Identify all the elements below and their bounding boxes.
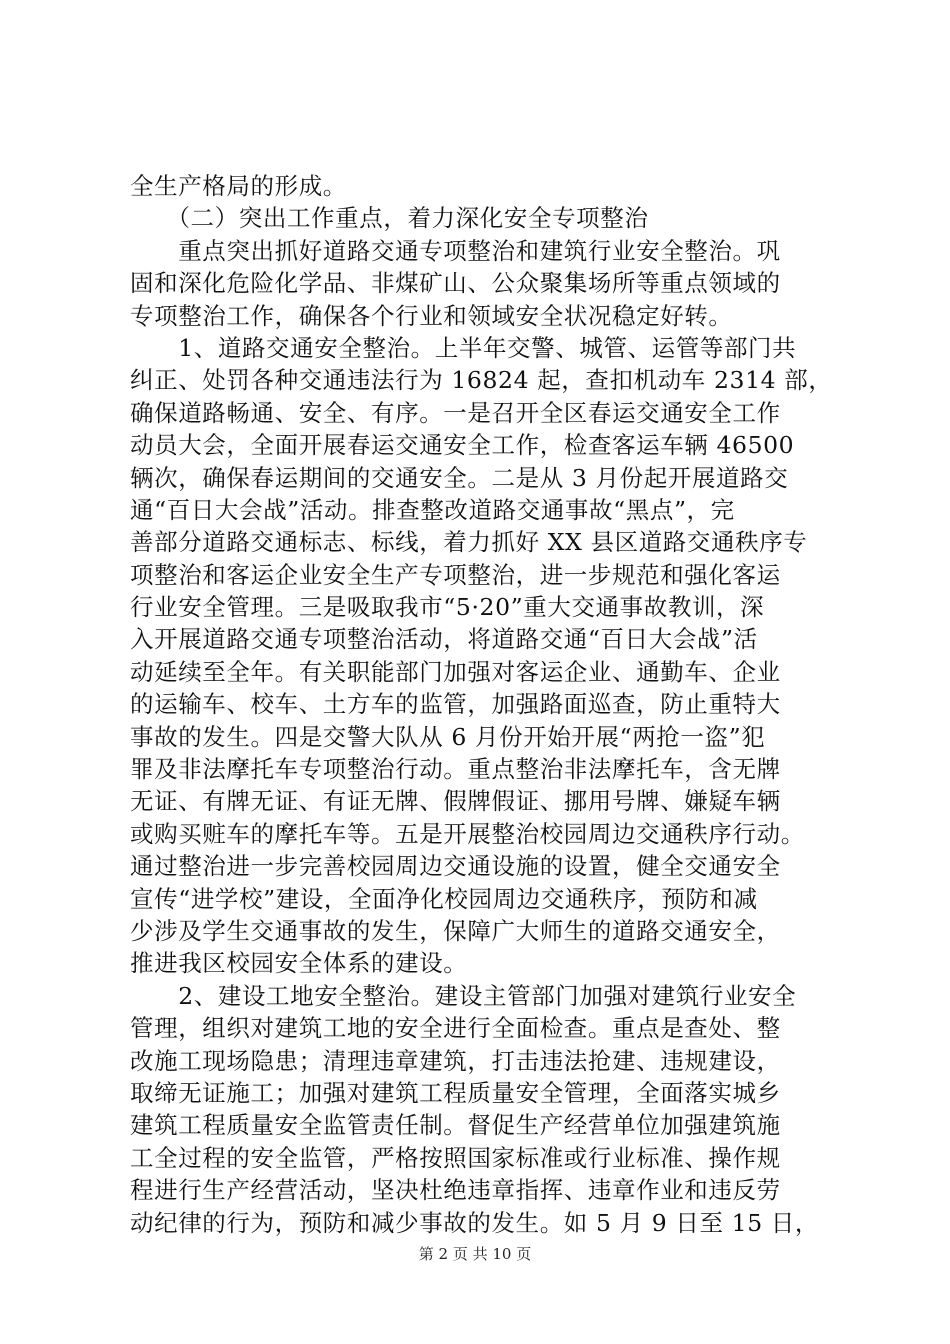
text-line: 通“百日大会战”活动。排查整改道路交通事故“黑点”，完 bbox=[130, 495, 735, 524]
text-line: 取缔无证施工；加强对建筑工程质量安全管理，全面落实城乡 bbox=[130, 1078, 781, 1107]
text-line: 专项整治工作，确保各个行业和领域安全状况稳定好转。 bbox=[130, 301, 733, 330]
text-line: 行业安全管理。三是吸取我市“5·20”重大交通事故教训，深 bbox=[130, 593, 765, 622]
text-line: 纠正、处罚各种交通违法行为 16824 起，查扣机动车 2314 部， bbox=[130, 366, 833, 395]
text-line: 动员大会，全面开展春运交通安全工作，检查客运车辆 46500 bbox=[130, 431, 795, 460]
text-line: 建筑工程质量安全监管责任制。督促生产经营单位加强建筑施 bbox=[130, 1111, 781, 1140]
text-line: 的运输车、校车、土方车的监管，加强路面巡查，防止重特大 bbox=[130, 690, 781, 719]
text-line: 全生产格局的形成。 bbox=[130, 172, 347, 200]
text-line: 固和深化危险化学品、非煤矿山、公众聚集场所等重点领域的 bbox=[130, 269, 781, 298]
text-line: 动纪律的行为，预防和减少事故的发生。如 5 月 9 日至 15 日， bbox=[130, 1208, 820, 1237]
text-line: 管理，组织对建筑工地的安全进行全面检查。重点是查处、整 bbox=[130, 1014, 781, 1043]
text-line: 确保道路畅通、安全、有序。一是召开全区春运交通安全工作 bbox=[130, 398, 781, 427]
text-line: 罪及非法摩托车专项整治行动。重点整治非法摩托车，含无牌 bbox=[130, 755, 781, 784]
text-line: 宣传“进学校”建设，全面净化校园周边交通秩序，预防和减 bbox=[130, 884, 758, 913]
text-line: 或购买赃车的摩托车等。五是开展整治校园周边交通秩序行动。 bbox=[130, 819, 805, 848]
text-line: 推进我区校园安全体系的建设。 bbox=[130, 949, 468, 978]
text-line: 改施工现场隐患；清理违章建筑，打击违法抢建、违规建设， bbox=[130, 1046, 781, 1075]
text-line: 项整治和客运企业安全生产专项整治，进一步规范和强化客运 bbox=[130, 560, 781, 589]
text-line: 善部分道路交通标志、标线，着力抓好 XX 县区道路交通秩序专 bbox=[130, 528, 808, 557]
page-number-footer: 第 2 页 共 10 页 bbox=[418, 1245, 532, 1263]
text-line: 1、道路交通安全整治。上半年交警、城管、运管等部门共 bbox=[130, 333, 797, 362]
text-line: 重点突出抓好道路交通专项整治和建筑行业安全整治。巩 bbox=[130, 236, 781, 265]
text-line: 工全过程的安全监管，严格按照国家标准或行业标准、操作规 bbox=[130, 1143, 781, 1172]
body-text bbox=[130, 170, 833, 1239]
text-line: 辆次，确保春运期间的交通安全。二是从 3 月份起开展道路交 bbox=[130, 463, 789, 492]
text-line: 少涉及学生交通事故的发生，保障广大师生的道路交通安全， bbox=[130, 916, 781, 945]
text-line: 无证、有牌无证、有证无牌、假牌假证、挪用号牌、嫌疑车辆 bbox=[130, 787, 781, 816]
text-line: 动延续至全年。有关职能部门加强对客运企业、通勤车、企业 bbox=[130, 657, 781, 686]
text-line: 入开展道路交通专项整治活动，将道路交通“百日大会战”活 bbox=[130, 625, 758, 654]
text-line: 事故的发生。四是交警大队从 6 月份开始开展“两抢一盗”犯 bbox=[130, 722, 766, 751]
text-line: 程进行生产经营活动，坚决杜绝违章指挥、违章作业和违反劳 bbox=[130, 1176, 781, 1205]
text-line: 2、建设工地安全整治。建设主管部门加强对建筑行业安全 bbox=[130, 981, 797, 1010]
section-heading: （二）突出工作重点，着力深化安全专项整治 bbox=[130, 204, 649, 233]
text-line: 通过整治进一步完善校园周边交通设施的设置，健全交通安全 bbox=[130, 852, 781, 881]
